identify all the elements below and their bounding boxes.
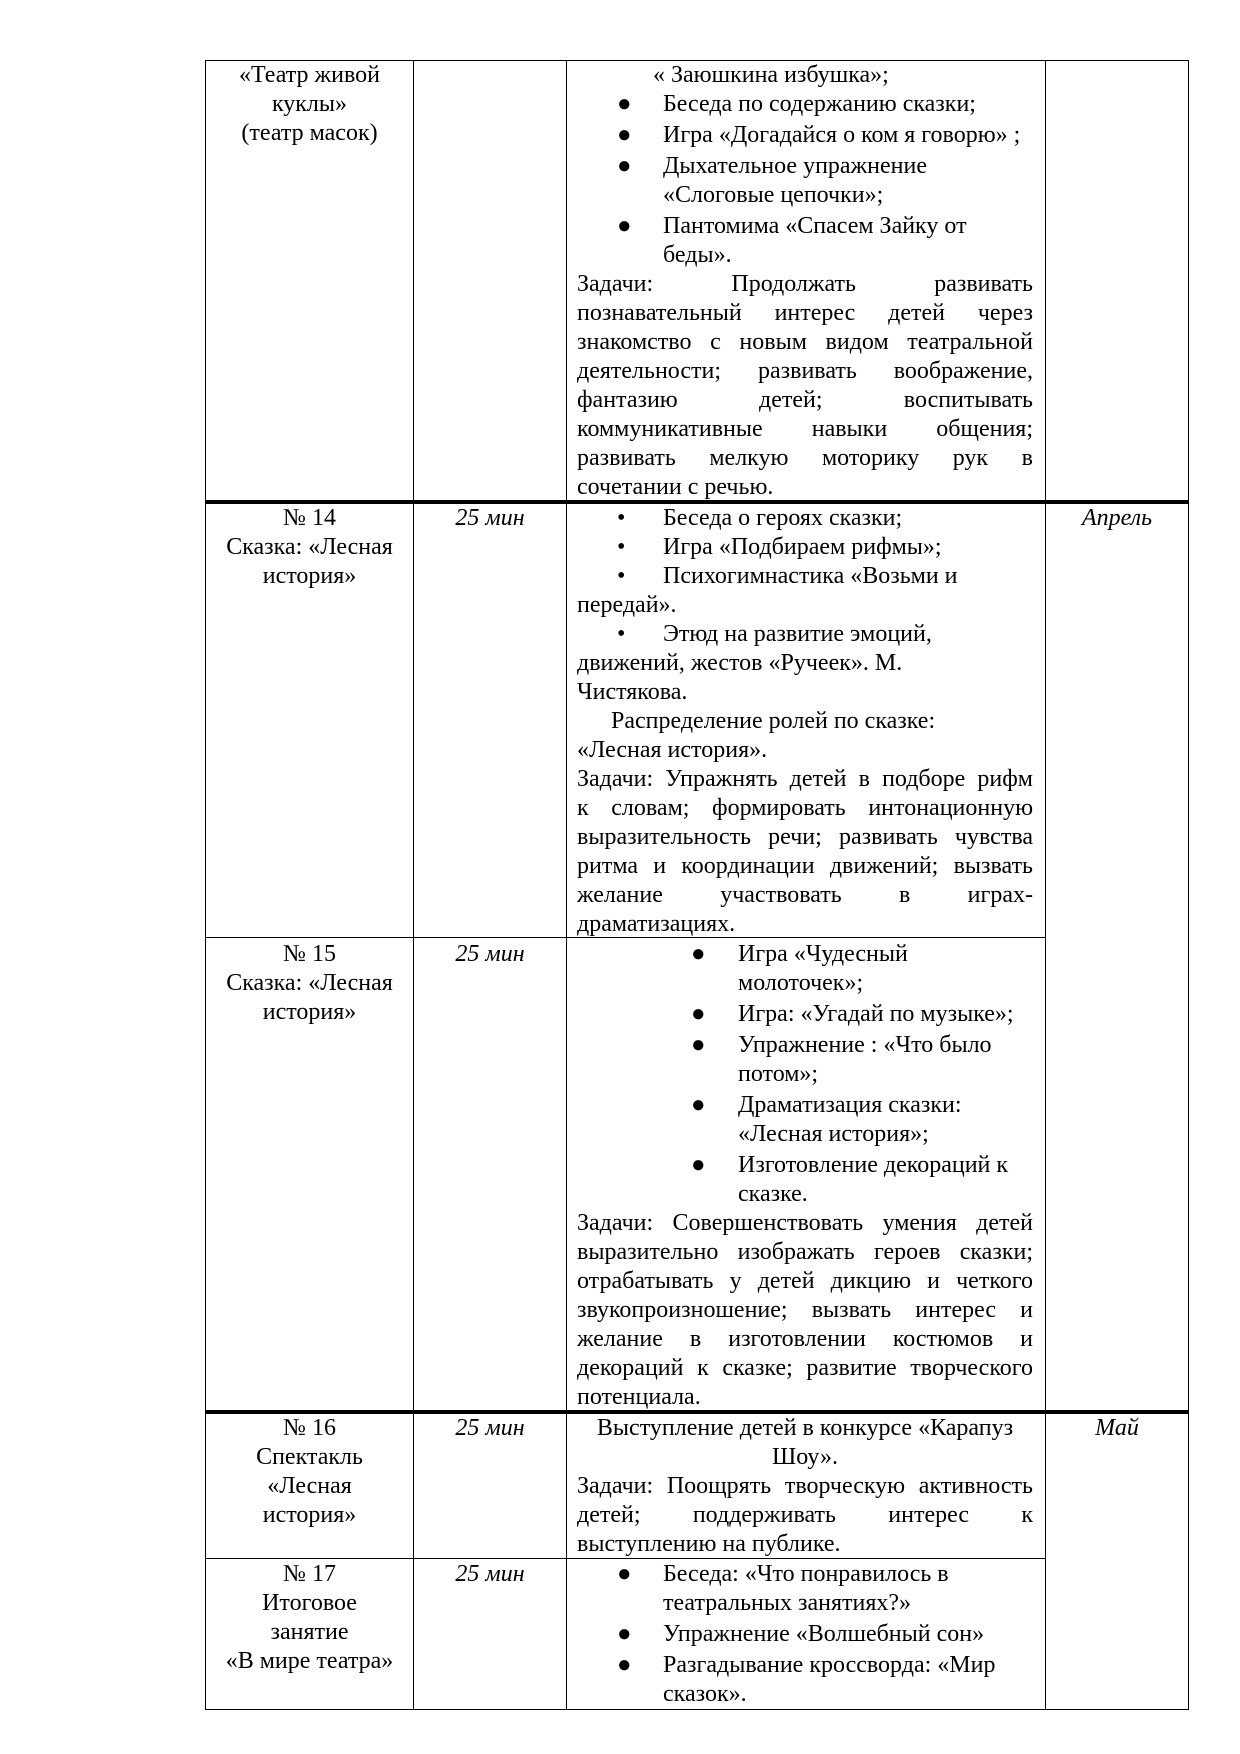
list-item-text: Психогимнастика «Возьми и xyxy=(663,563,958,589)
list-item xyxy=(577,1031,1033,1089)
table-border-col2 xyxy=(566,60,567,1710)
content-line: движений, жестов «Ручеек». М. xyxy=(577,650,903,676)
list-item-text: Дыхательное упражнение xyxy=(663,153,927,179)
title-line: Спектакль xyxy=(256,1444,363,1470)
list-item-text: сказке. xyxy=(738,1181,808,1207)
tasks-line: выступлению на публике. xyxy=(577,1531,841,1557)
list-item xyxy=(577,1000,1033,1029)
title-line: № 16 xyxy=(283,1415,336,1441)
list-item xyxy=(577,533,1033,562)
list-item-text: Игра «Догадайся о ком я говорю» ; xyxy=(663,122,1021,148)
list-item xyxy=(577,620,1033,649)
row-title xyxy=(206,1560,413,1676)
list-item xyxy=(577,1651,1033,1709)
content-line: Распределение ролей по сказке: xyxy=(611,708,936,734)
list-item-text: театральных занятиях?» xyxy=(663,1590,912,1616)
bullet-icon: ● xyxy=(617,153,632,179)
list-item xyxy=(577,1620,1033,1649)
bullet-icon: ● xyxy=(691,1032,706,1058)
list-item-text: Разгадывание кроссворда: «Мир xyxy=(663,1652,996,1678)
title-line: история» xyxy=(262,1502,357,1528)
tasks-line: выразительность речи; развивать чувства xyxy=(577,824,1033,850)
row-content xyxy=(577,940,1037,1412)
title-line: Итоговое xyxy=(262,1590,357,1616)
tasks-line: потенциала. xyxy=(577,1384,701,1410)
list-item-text: Этюд на развитие эмоций, xyxy=(663,621,932,647)
list-item-text: Игра «Подбираем рифмы»; xyxy=(663,534,942,560)
tasks-line: Задачи: Упражнять детей в подборе рифм xyxy=(577,766,1033,792)
tasks-line: желание в изготовлении костюмов и xyxy=(577,1326,1033,1352)
duration: 25 мин xyxy=(455,1415,525,1441)
title-line: «Лесная xyxy=(267,1473,352,1499)
tasks-line: детей; поддерживать интерес к xyxy=(577,1502,1033,1528)
list-item xyxy=(577,212,1033,270)
bullet-icon: • xyxy=(617,563,626,589)
list-item xyxy=(577,1091,1033,1149)
duration: 25 мин xyxy=(455,505,525,531)
content-line: Выступление детей в конкурсе «Карапуз xyxy=(596,1415,1014,1441)
row-content xyxy=(577,1560,1037,1709)
bullet-icon: ● xyxy=(691,1001,706,1027)
month: Май xyxy=(1095,1415,1139,1441)
tasks-line: сочетании с речью. xyxy=(577,474,774,500)
row-content xyxy=(577,1414,1037,1559)
list-item xyxy=(577,121,1033,150)
list-item-text: Беседа: «Что понравилось в xyxy=(663,1561,949,1587)
list-item-text: Упражнение «Волшебный сон» xyxy=(663,1621,985,1647)
row-title xyxy=(206,1414,413,1530)
bullet-icon: ● xyxy=(617,1652,632,1678)
tasks-line: коммуникативные навыки общения; xyxy=(577,416,1033,442)
list-item xyxy=(577,940,1033,998)
tasks-line: Задачи: Продолжать развивать xyxy=(577,271,1033,297)
tasks-line: ритма и координации движений; вызвать xyxy=(577,853,1033,879)
row-content xyxy=(577,61,1037,502)
tasks-line: декораций к сказке; развитие творческого xyxy=(577,1355,1033,1381)
list-item-text: Изготовление декораций к xyxy=(738,1152,1009,1178)
title-line: Сказка: «Лесная xyxy=(226,534,393,560)
content-line: «Лесная история». xyxy=(577,737,768,763)
content-line: Чистякова. xyxy=(577,679,688,705)
tasks-line: развивать мелкую моторику рук в xyxy=(577,445,1033,471)
title-line: Сказка: «Лесная xyxy=(226,970,393,996)
bullet-icon: • xyxy=(617,505,626,531)
tasks-line: желание участвовать в играх- xyxy=(577,882,1033,908)
list-item-text: Игра «Чудесный xyxy=(738,941,908,967)
bullet-icon: ● xyxy=(691,941,706,967)
list-item xyxy=(577,90,1033,119)
duration: 25 мин xyxy=(455,1561,525,1587)
title-line: куклы» xyxy=(271,91,348,117)
title-line: (театр масок) xyxy=(241,120,378,146)
title-line: «В мире театра» xyxy=(225,1648,394,1674)
title-line: № 15 xyxy=(283,941,336,967)
table-border-right xyxy=(1188,60,1189,1710)
duration: 25 мин xyxy=(455,941,525,967)
title-line: № 14 xyxy=(283,505,336,531)
list-item-text: молоточек»; xyxy=(738,970,864,996)
list-item xyxy=(577,504,1033,533)
list-item-text: Беседа о героях сказки; xyxy=(663,505,903,531)
content-line: передай». xyxy=(577,592,677,618)
bullet-icon: ● xyxy=(617,122,632,148)
list-item xyxy=(577,1151,1033,1209)
list-item xyxy=(577,562,1033,591)
row-title xyxy=(206,940,413,1027)
table-border-col1 xyxy=(413,60,414,1710)
bullet-icon: ● xyxy=(691,1092,706,1118)
title-line: № 17 xyxy=(283,1561,336,1587)
list-item-text: «Слоговые цепочки»; xyxy=(663,182,884,208)
row-title xyxy=(206,61,413,148)
list-item xyxy=(577,1560,1033,1618)
title-line: занятие xyxy=(270,1619,349,1645)
title-line: история» xyxy=(262,563,357,589)
tasks-line: знакомство с новым видом театральной xyxy=(577,329,1033,355)
list-item-text: Упражнение : «Что было xyxy=(738,1032,992,1058)
list-item-text: «Лесная история»; xyxy=(738,1121,929,1147)
title-line: «Театр живой xyxy=(239,62,380,88)
list-item-text: потом»; xyxy=(738,1061,819,1087)
list-item-text: беды». xyxy=(663,242,732,268)
bullet-icon: ● xyxy=(617,1621,632,1647)
tasks-line: Задачи: Совершенствовать умения детей xyxy=(577,1210,1033,1236)
bullet-icon: ● xyxy=(617,213,632,239)
tasks-line: познавательный интерес детей через xyxy=(577,300,1033,326)
tasks-line: звукопроизношение; вызвать интерес и xyxy=(577,1297,1033,1323)
tasks-line: отрабатывать у детей дикцию и четкого xyxy=(577,1268,1033,1294)
list-item-text: Драматизация сказки: xyxy=(738,1092,962,1118)
bullet-icon: ● xyxy=(617,1561,632,1587)
list-item-text: Игра: «Угадай по музыке»; xyxy=(738,1001,1014,1027)
list-item-text: Беседа по содержанию сказки; xyxy=(663,91,976,117)
table-border-bottom xyxy=(205,1709,1189,1710)
list-item-text: сказок». xyxy=(663,1681,747,1707)
row-title xyxy=(206,504,413,591)
bullet-icon: ● xyxy=(617,91,632,117)
month: Апрель xyxy=(1081,505,1153,531)
content-line: Шоу». xyxy=(772,1444,838,1470)
tasks-line: к словам; формировать интонационную xyxy=(577,795,1033,821)
bullet-icon: ● xyxy=(691,1152,706,1178)
content-line: « Заюшкина избушка»; xyxy=(653,62,889,88)
table-border-col3 xyxy=(1045,60,1046,1710)
bullet-icon: • xyxy=(617,534,626,560)
list-item xyxy=(577,152,1033,210)
list-item-text: Пантомима «Спасем Зайку от xyxy=(663,213,967,239)
tasks-line: Задачи: Поощрять творческую активность xyxy=(577,1473,1033,1499)
bullet-icon: • xyxy=(617,621,626,647)
tasks-line: фантазию детей; воспитывать xyxy=(577,387,1033,413)
title-line: история» xyxy=(262,999,357,1025)
tasks-line: выразительно изображать героев сказки; xyxy=(577,1239,1033,1265)
row-content xyxy=(577,504,1037,939)
tasks-line: драматизациях. xyxy=(577,911,736,937)
tasks-line: деятельности; развивать воображение, xyxy=(577,358,1033,384)
